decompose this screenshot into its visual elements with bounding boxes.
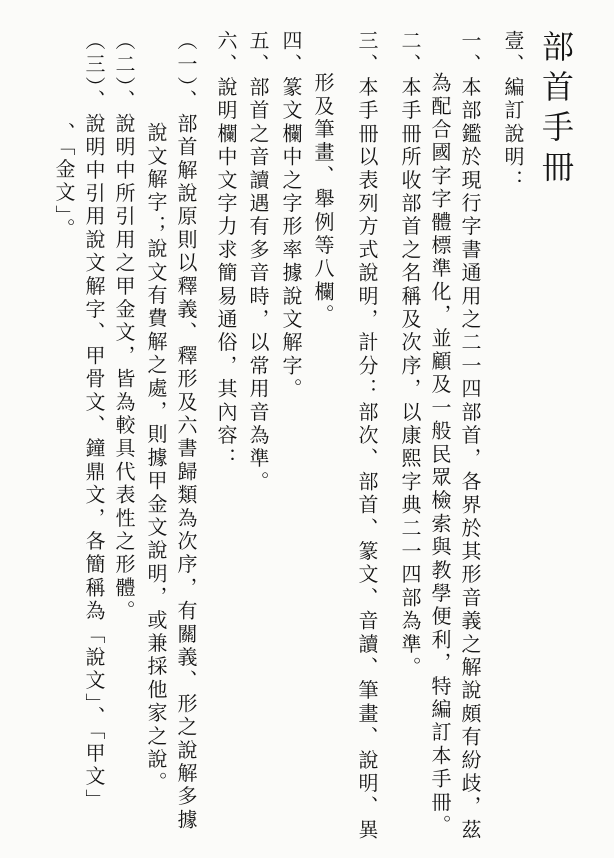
section-heading: 壹、編訂說明： — [501, 30, 525, 193]
item-5-line-1: 五、部首之音讀遇有多音時，以常用音為準。 — [246, 30, 270, 494]
item-2-line-1: 二、本手冊所收部首之名稱及次序，以康熙字典二一四部為準。 — [398, 30, 422, 680]
item-3-line-1: 三、本手冊以表列方式說明，計分：部次、部首、篆文、音讀、筆畫、說明、異 — [355, 30, 379, 842]
item-1-line-2: 為配合國字字體標準化，並顧及一般民眾檢索與教學便利，特編訂本手冊。 — [428, 72, 452, 838]
page-title: 部首手冊 — [537, 30, 575, 190]
sub-item-2-line-1: （二）、說明中所引用之甲金文，皆為較具代表性之形體。 — [112, 30, 136, 624]
item-6-line-1: 六、說明欄中文字力求簡易通俗，其內容： — [214, 30, 238, 471]
sub-item-3-line-1: （三）、說明中引用說文解字、甲骨文、鐘鼎文，各簡稱為「說文」、「甲文」 — [82, 30, 106, 812]
item-4-line-1: 四、篆文欄中之字形率據說文解字。 — [279, 30, 303, 402]
item-1-line-1: 一、本部鑑於現行字書通用之二一四部首，各界於其形音義之解說頗有紛歧，茲 — [458, 30, 482, 842]
sub-item-1-line-2: 說文解字；說文有費解之處，則據甲金文說明，或兼採他家之說。 — [144, 122, 168, 795]
sub-item-1-line-1: （一）、部首解說原則以釋義、釋形及六書歸類為次序，有關義、形之說解多據 — [174, 30, 198, 832]
sub-item-3-line-2: 、「金文」。 — [52, 122, 76, 242]
item-3-line-2: 形及筆畫、舉例等八欄。 — [311, 72, 335, 328]
